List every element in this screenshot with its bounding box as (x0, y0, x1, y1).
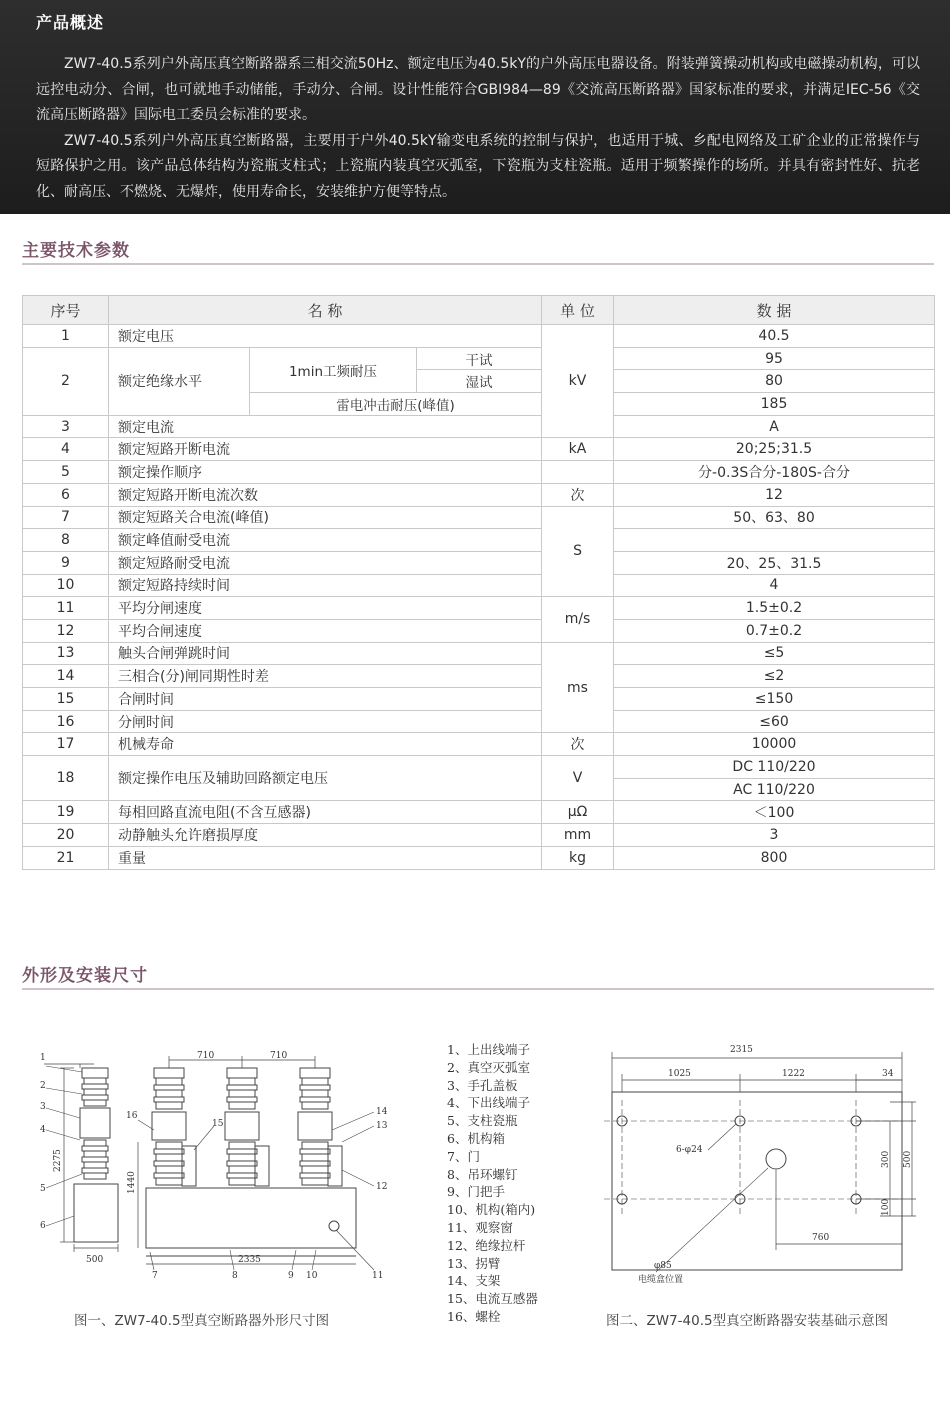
spec-table (22, 295, 935, 870)
legend-item: 14、支架 (447, 1273, 501, 1289)
row-name: 平均合闸速度 (109, 619, 542, 642)
legend-item: 2、真空灭弧室 (447, 1059, 530, 1075)
row-name: 额定峰值耐受电流 (109, 529, 542, 552)
row-no: 2 (23, 347, 109, 415)
dim-300: 300 (881, 1150, 891, 1168)
overview-paragraph-2: ZW7-40.5系列户外高压真空断路器，主要用于户外40.5kY输变电系统的控制与保护，也适用于城、乡配电网络及工矿企业的正常操作与短路保护之用。该产品总体结构为瓷瓶支柱式；上瓷瓶内装真空灭弧室，下瓷瓶为支柱瓷瓶。适用于频繁操作的场所。并具有密封性好、抗老化、耐高压、不燃烧、无爆炸，使用寿命长，安装维护方便等特点。 (36, 132, 920, 200)
legend-item: 7、门 (447, 1148, 480, 1164)
table-row (23, 665, 935, 688)
row-unit: kg (542, 846, 614, 869)
row-value: 20;25;31.5 (614, 438, 935, 461)
foundation-outline (612, 1092, 902, 1270)
dim-34: 34 (882, 1069, 894, 1079)
row-name: 动静触头允许磨损厚度 (109, 824, 542, 847)
row-name: 额定操作顺序 (109, 461, 542, 484)
row-value: 95 (614, 347, 935, 370)
dim-2275: 2275 (53, 1149, 63, 1172)
dim-6-phi-24: 6-φ24 (676, 1145, 703, 1155)
row-unit: A (614, 415, 935, 438)
row-no: 20 (23, 824, 109, 847)
row-unit: ms (542, 642, 614, 733)
front-mechanism-box (146, 1188, 356, 1248)
row-no: 1 (23, 325, 109, 348)
row-name: 额定绝缘水平 (109, 347, 250, 415)
table-row (23, 551, 935, 574)
params-divider (22, 263, 934, 265)
row-value: ≤150 (614, 688, 935, 711)
row-value: 20、25、31.5 (614, 551, 935, 574)
dim-500: 500 (86, 1255, 104, 1265)
table-row (23, 325, 935, 348)
row-value (614, 529, 935, 552)
row-no: 14 (23, 665, 109, 688)
row-name: 额定短路耐受电流 (109, 551, 542, 574)
table-row (23, 710, 935, 733)
row-value: 12 (614, 483, 935, 506)
row-name: 三相合(分)闸同期性时差 (109, 665, 542, 688)
callout-3: 3 (40, 1102, 46, 1112)
row-unit: kV (542, 325, 614, 438)
side-interrupter (82, 1078, 108, 1106)
cable-box-label: 电缆盒位置 (638, 1275, 684, 1285)
row-name: 分闸时间 (109, 710, 542, 733)
row-name: 额定短路开断电流次数 (109, 483, 542, 506)
callout-2: 2 (40, 1081, 46, 1091)
figure-2-caption: 图二、ZW7-40.5型真空断路器安装基础示意图 (606, 1313, 889, 1329)
table-row (23, 688, 935, 711)
side-hand-cover (80, 1108, 110, 1138)
callout-15: 15 (212, 1119, 224, 1129)
dimensions-heading: 外形及安装尺寸 (22, 966, 148, 986)
dim-710-right: 710 (270, 1051, 288, 1061)
row-unit: kA (542, 438, 614, 461)
table-row (23, 642, 935, 665)
table-row (23, 415, 935, 438)
row-name: 额定短路持续时间 (109, 574, 542, 597)
header-value: 数 据 (614, 296, 935, 325)
row-value: 3 (614, 824, 935, 847)
row-no: 6 (23, 483, 109, 506)
row-unit: m/s (542, 597, 614, 642)
legend-item: 3、手孔盖板 (447, 1077, 518, 1093)
pole-3 (298, 1068, 332, 1185)
dim-phi-85: φ85 (654, 1261, 672, 1271)
callout-8: 8 (232, 1271, 238, 1281)
row-no: 7 (23, 506, 109, 529)
row-value: AC 110/220 (614, 778, 935, 801)
callout-1: 1 (40, 1053, 46, 1063)
row-unit: V (542, 756, 614, 801)
legend-item: 10、机构(箱内) (447, 1202, 536, 1218)
callout-12: 12 (376, 1182, 388, 1192)
row-value: 185 (614, 393, 935, 416)
callout-16: 16 (126, 1111, 138, 1121)
legend-item: 8、吊环螺钉 (447, 1166, 518, 1182)
dimensions-divider (22, 988, 934, 990)
overview-paragraph-1: ZW7-40.5系列户外高压真空断路器系三相交流50Hz、额定电压为40.5kY的户外高压电器设备。附装弹簧操动机构或电磁操动机构，可以远控电动分、合闸，也可就地手动储能，手动分、合闸。设计性能符合GBI984—89《交流高压断路器》国家标准的要求，并满足IEC-56《交流高压断路器》国际电工委员会标准的要求。 (36, 56, 920, 124)
overview-text (36, 52, 920, 206)
row-no: 13 (23, 642, 109, 665)
dim-100: 100 (881, 1198, 891, 1216)
outline-drawing (34, 1046, 404, 1282)
row-value: 分-0.3S合分-180S-合分 (614, 461, 935, 484)
table-row (23, 461, 935, 484)
dim-760: 760 (812, 1233, 830, 1243)
row-subname: 1min工频耐压 (250, 347, 417, 392)
row-value: 1.5±0.2 (614, 597, 935, 620)
table-row (23, 846, 935, 869)
legend-item: 16、螺栓 (447, 1308, 501, 1324)
side-mechanism-box (74, 1184, 118, 1242)
row-value: 50、63、80 (614, 506, 935, 529)
row-value: DC 110/220 (614, 756, 935, 779)
legend-item: 12、绝缘拉杆 (447, 1237, 526, 1253)
dim-2335: 2335 (238, 1255, 261, 1265)
row-no: 5 (23, 461, 109, 484)
dim-1440: 1440 (127, 1171, 137, 1194)
legend-item: 5、支柱瓷瓶 (447, 1113, 518, 1129)
row-no: 21 (23, 846, 109, 869)
legend-item: 1、上出线端子 (447, 1042, 530, 1057)
row-name: 重量 (109, 846, 542, 869)
legend-item: 9、门把手 (447, 1184, 505, 1200)
row-unit: 次 (542, 483, 614, 506)
row-value: ≤5 (614, 642, 935, 665)
overview-section (0, 0, 950, 214)
row-no: 11 (23, 597, 109, 620)
row-subname: 雷电冲击耐压(峰值) (250, 393, 542, 416)
dim-1025: 1025 (668, 1069, 691, 1079)
row-no: 3 (23, 415, 109, 438)
table-row (23, 597, 935, 620)
row-no: 16 (23, 710, 109, 733)
overview-title: 产品概述 (36, 13, 105, 32)
row-name: 每相回路直流电阻(不含互感器) (109, 801, 542, 824)
table-row (23, 438, 935, 461)
callout-9: 9 (288, 1271, 294, 1281)
row-unit: μΩ (542, 801, 614, 824)
row-no: 4 (23, 438, 109, 461)
callout-14: 14 (376, 1107, 388, 1117)
table-header-row (23, 296, 935, 325)
row-unit: mm (542, 824, 614, 847)
row-name: 额定电流 (109, 415, 542, 438)
legend-item: 15、电流互感器 (447, 1291, 538, 1307)
callout-4: 4 (40, 1125, 46, 1135)
row-no: 18 (23, 756, 109, 801)
table-row (23, 529, 935, 552)
legend-item: 11、观察窗 (447, 1219, 513, 1235)
callout-11: 11 (372, 1271, 384, 1281)
row-unit (542, 461, 614, 484)
dim-1222: 1222 (782, 1069, 805, 1079)
row-value: 80 (614, 370, 935, 393)
callout-5: 5 (40, 1184, 46, 1194)
row-value: 40.5 (614, 325, 935, 348)
row-name: 平均分闸速度 (109, 597, 542, 620)
row-name: 额定短路开断电流 (109, 438, 542, 461)
table-row (23, 506, 935, 529)
pole-1 (152, 1068, 186, 1185)
figure-1-caption: 图一、ZW7-40.5型真空断路器外形尺寸图 (74, 1313, 330, 1329)
header-name: 名 称 (109, 296, 542, 325)
row-subname: 干试 (417, 347, 542, 370)
row-unit: S (542, 506, 614, 597)
row-no: 9 (23, 551, 109, 574)
callout-6: 6 (40, 1221, 46, 1231)
row-no: 17 (23, 733, 109, 756)
cable-hole (766, 1149, 786, 1169)
header-unit: 单 位 (542, 296, 614, 325)
side-insulator (82, 1140, 108, 1179)
callout-7: 7 (152, 1271, 158, 1281)
row-subname: 湿试 (417, 370, 542, 393)
legend-item: 13、拐臂 (447, 1255, 501, 1271)
row-value: 4 (614, 574, 935, 597)
row-value: ≤2 (614, 665, 935, 688)
row-name: 额定电压 (109, 325, 542, 348)
table-row (23, 733, 935, 756)
row-no: 12 (23, 619, 109, 642)
row-name: 额定操作电压及辅助回路额定电压 (109, 756, 542, 801)
side-terminal (82, 1068, 108, 1078)
header-no: 序号 (23, 296, 109, 325)
table-row (23, 574, 935, 597)
row-value: 0.7±0.2 (614, 619, 935, 642)
params-heading: 主要技术参数 (22, 241, 130, 261)
dim-500: 500 (903, 1150, 913, 1168)
callout-10: 10 (306, 1271, 318, 1281)
row-value: 10000 (614, 733, 935, 756)
row-no: 15 (23, 688, 109, 711)
pole-2 (225, 1068, 259, 1185)
table-row (23, 619, 935, 642)
table-row (23, 824, 935, 847)
legend-item: 6、机构箱 (447, 1130, 505, 1146)
table-row (23, 756, 935, 779)
row-name: 触头合闸弹跳时间 (109, 642, 542, 665)
row-value: ≤60 (614, 710, 935, 733)
table-row (23, 483, 935, 506)
table-row (23, 347, 935, 370)
table-row (23, 801, 935, 824)
row-name: 合闸时间 (109, 688, 542, 711)
row-no: 10 (23, 574, 109, 597)
legend-item: 4、下出线端子 (447, 1095, 530, 1111)
row-name: 额定短路关合电流(峰值) (109, 506, 542, 529)
row-unit: 次 (542, 733, 614, 756)
foundation-drawing (590, 1040, 930, 1290)
dim-710-left: 710 (197, 1051, 215, 1061)
row-name: 机械寿命 (109, 733, 542, 756)
parts-legend (447, 1041, 538, 1326)
row-no: 19 (23, 801, 109, 824)
row-no: 8 (23, 529, 109, 552)
row-value: ＜100 (614, 801, 935, 824)
callout-13: 13 (376, 1121, 388, 1131)
dim-2315: 2315 (730, 1045, 753, 1055)
row-value: 800 (614, 846, 935, 869)
